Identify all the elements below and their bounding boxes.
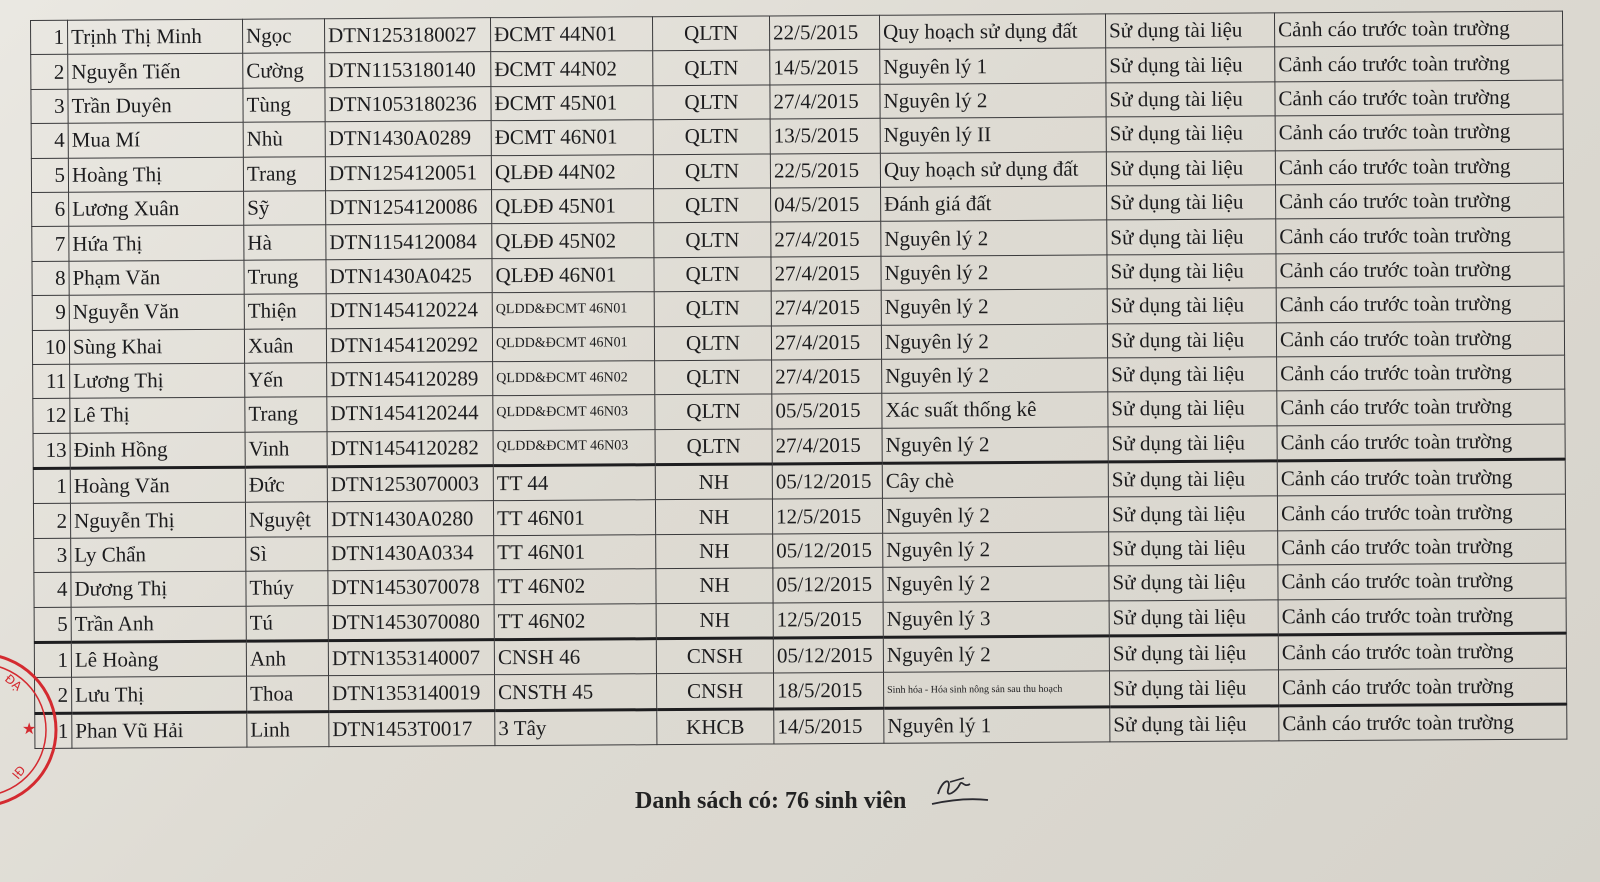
subject: Nguyên lý 2 — [882, 497, 1108, 533]
penalty: Cảnh cáo trước toàn trường — [1278, 633, 1566, 670]
penalty: Cảnh cáo trước toàn trường — [1275, 46, 1563, 82]
exam-date: 22/5/2015 — [770, 153, 880, 188]
penalty: Cảnh cáo trước toàn trường — [1277, 459, 1565, 496]
student-given-name: Anh — [246, 641, 328, 677]
class-code: ĐCMT 45N01 — [491, 85, 653, 120]
student-surname: Lưu Thị — [72, 677, 247, 713]
row-number: 4 — [34, 573, 71, 608]
penalty: Cảnh cáo trước toàn trường — [1276, 183, 1564, 219]
class-code: QLDD&ĐCMT 46N03 — [493, 429, 655, 465]
exam-date: 05/5/2015 — [772, 394, 882, 429]
exam-date: 05/12/2015 — [773, 637, 883, 673]
violation: Sử dụng tài liệu — [1106, 116, 1275, 151]
student-id: DTN1430A0289 — [325, 121, 491, 156]
student-id: DTN1153180140 — [325, 52, 491, 87]
row-number: 2 — [33, 504, 70, 539]
student-id: DTN1053180236 — [325, 86, 491, 121]
class-code: QLĐĐ 45N01 — [492, 189, 654, 224]
department: QLTN — [655, 360, 772, 395]
row-number: 1 — [31, 20, 68, 55]
student-given-name: Ngọc — [242, 19, 324, 54]
student-surname: Lê Thị — [70, 397, 245, 432]
subject: Nguyên lý II — [880, 117, 1106, 153]
exam-date: 12/5/2015 — [772, 499, 882, 534]
student-id: DTN1453070080 — [328, 604, 494, 640]
violation: Sử dụng tài liệu — [1105, 13, 1274, 48]
subject: Nguyên lý 2 — [881, 323, 1107, 359]
subject: Nguyên lý 2 — [881, 220, 1107, 256]
department: QLTN — [653, 119, 770, 154]
violation: Sử dụng tài liệu — [1109, 600, 1278, 636]
row-number: 3 — [34, 538, 71, 573]
row-number: 10 — [32, 330, 69, 365]
violation: Sử dụng tài liệu — [1107, 322, 1276, 357]
exam-date: 27/4/2015 — [772, 359, 882, 394]
student-given-name: Trang — [245, 397, 327, 432]
handwritten-initials — [930, 770, 990, 812]
subject: Xác suất thống kê — [882, 392, 1108, 428]
subject: Nguyên lý 2 — [883, 532, 1109, 568]
violation: Sử dụng tài liệu — [1109, 635, 1278, 671]
exam-date: 27/4/2015 — [771, 222, 881, 257]
violation: Sử dụng tài liệu — [1108, 461, 1277, 497]
penalty: Cảnh cáo trước toàn trường — [1277, 389, 1565, 425]
department: QLTN — [653, 50, 770, 85]
class-code: QLDD&ĐCMT 46N03 — [493, 395, 655, 430]
student-given-name: Trung — [244, 259, 326, 294]
student-id: DTN1453070078 — [328, 570, 494, 605]
student-surname: Phạm Văn — [69, 260, 244, 295]
student-surname: Nguyễn Văn — [69, 294, 244, 329]
violation: Sử dụng tài liệu — [1108, 391, 1277, 426]
student-given-name: Xuân — [244, 328, 326, 363]
exam-date: 05/12/2015 — [772, 463, 882, 499]
student-surname: Lương Thị — [70, 363, 245, 398]
class-code: CNSH 46 — [494, 639, 656, 675]
row-number: 5 — [31, 158, 68, 193]
svg-text:★: ★ — [22, 719, 37, 738]
penalty: Cảnh cáo trước toàn trường — [1277, 355, 1565, 391]
exam-date: 27/4/2015 — [772, 428, 882, 464]
class-code: QLDD&ĐCMT 46N01 — [492, 292, 654, 327]
subject: Nguyên lý 1 — [884, 707, 1110, 744]
student-surname: Nguyễn Thị — [70, 503, 245, 538]
student-id: DTN1454120224 — [326, 293, 492, 328]
student-given-name: Vinh — [245, 431, 327, 467]
student-id: DTN1353140019 — [329, 675, 495, 711]
penalty: Cảnh cáo trước toàn trường — [1276, 252, 1564, 288]
class-code: ĐCMT 44N02 — [491, 51, 653, 86]
student-id: DTN1430A0334 — [328, 536, 494, 571]
student-id: DTN1253070003 — [327, 466, 493, 502]
department: NH — [656, 603, 773, 639]
penalty: Cảnh cáo trước toàn trường — [1277, 495, 1565, 531]
subject: Sinh hóa - Hóa sinh nông sản sau thu hoạch — [884, 671, 1110, 708]
row-number: 7 — [32, 227, 69, 262]
student-id: DTN1254120051 — [325, 155, 491, 190]
penalty: Cảnh cáo trước toàn trường — [1275, 114, 1563, 150]
subject: Quy hoạch sử dụng đất — [880, 151, 1106, 187]
subject: Quy hoạch sử dụng đất — [879, 14, 1105, 50]
class-code: ĐCMT 46N01 — [491, 120, 653, 155]
student-surname: Hoàng Văn — [70, 467, 245, 503]
subject: Nguyên lý 3 — [883, 601, 1109, 638]
student-id: DTN1254120086 — [326, 190, 492, 225]
subject: Nguyên lý 1 — [880, 48, 1106, 84]
class-code: TT 46N02 — [494, 603, 656, 639]
row-number: 4 — [31, 123, 68, 158]
row-number: 8 — [32, 261, 69, 296]
student-id: DTN1353140007 — [328, 640, 494, 676]
penalty: Cảnh cáo trước toàn trường — [1276, 286, 1564, 322]
svg-text:IĐ: IĐ — [9, 763, 29, 782]
department: QLTN — [654, 325, 771, 360]
student-given-name: Hà — [244, 225, 326, 260]
table-body — [31, 11, 1567, 749]
department: QLTN — [654, 291, 771, 326]
student-given-name: Nhù — [243, 122, 325, 157]
penalty: Cảnh cáo trước toàn trường — [1275, 80, 1563, 116]
student-id: DTN1454120292 — [326, 327, 492, 362]
department: QLTN — [654, 257, 771, 292]
student-given-name: Sỹ — [244, 191, 326, 226]
penalty: Cảnh cáo trước toàn trường — [1279, 704, 1567, 741]
class-code: QLDD&ĐCMT 46N01 — [492, 326, 654, 361]
subject: Đánh giá đất — [881, 186, 1107, 222]
official-stamp — [0, 640, 60, 820]
subject: Nguyên lý 2 — [881, 289, 1107, 325]
penalty: Cảnh cáo trước toàn trường — [1277, 424, 1565, 461]
row-number: 13 — [33, 433, 70, 469]
exam-date: 04/5/2015 — [771, 187, 881, 222]
row-number: 9 — [32, 295, 69, 330]
student-id: DTN1454120289 — [327, 362, 493, 397]
student-surname: Sùng Khai — [69, 329, 244, 364]
violation: Sử dụng tài liệu — [1108, 426, 1277, 462]
student-given-name: Thoa — [247, 676, 329, 712]
exam-date: 13/5/2015 — [770, 118, 880, 153]
student-surname: Trần Anh — [71, 606, 246, 642]
student-surname: Hứa Thị — [69, 226, 244, 261]
row-number: 6 — [32, 192, 69, 227]
exam-date: 27/4/2015 — [771, 325, 881, 360]
student-given-name: Trang — [243, 156, 325, 191]
student-surname: Phan Vũ Hải — [72, 712, 247, 748]
row-number: 2 — [31, 55, 68, 90]
penalty: Cảnh cáo trước toàn trường — [1278, 669, 1566, 706]
exam-date: 05/12/2015 — [773, 568, 883, 603]
exam-date: 05/12/2015 — [773, 533, 883, 568]
student-violation-table — [30, 11, 1567, 750]
subject: Nguyên lý 2 — [883, 566, 1109, 602]
row-number: 2 — [35, 678, 72, 714]
department: NH — [655, 499, 772, 534]
department: QLTN — [654, 188, 771, 223]
row-number: 12 — [33, 399, 70, 434]
row-number: 1 — [35, 713, 72, 749]
class-code: QLDD&ĐCMT 46N02 — [493, 361, 655, 396]
student-given-name: Yến — [245, 363, 327, 398]
subject: Nguyên lý 2 — [882, 358, 1108, 394]
department: CNSH — [656, 638, 773, 674]
department: QLTN — [655, 429, 772, 465]
svg-text:ĐẠ: ĐẠ — [2, 671, 25, 694]
student-surname: Nguyễn Tiến — [68, 54, 243, 89]
violation: Sử dụng tài liệu — [1109, 670, 1278, 706]
department: QLTN — [655, 394, 772, 429]
violation: Sử dụng tài liệu — [1109, 565, 1278, 600]
penalty: Cảnh cáo trước toàn trường — [1276, 217, 1564, 253]
penalty: Cảnh cáo trước toàn trường — [1278, 563, 1566, 599]
exam-date: 27/4/2015 — [770, 84, 880, 119]
student-id: DTN1453T0017 — [329, 710, 495, 746]
row-number: 11 — [33, 364, 70, 399]
violation: Sử dụng tài liệu — [1108, 357, 1277, 392]
exam-date: 18/5/2015 — [774, 673, 884, 709]
penalty: Cảnh cáo trước toàn trường — [1278, 598, 1566, 635]
student-id: DTN1430A0280 — [327, 501, 493, 536]
subject: Cây chè — [882, 462, 1108, 499]
exam-date: 27/4/2015 — [771, 290, 881, 325]
violation: Sử dụng tài liệu — [1107, 254, 1276, 289]
student-given-name: Thiện — [244, 294, 326, 329]
class-code: TT 46N01 — [494, 535, 656, 570]
student-given-name: Sì — [246, 537, 328, 572]
class-code: TT 44 — [493, 465, 655, 501]
department: KHCB — [657, 709, 774, 745]
row-number: 3 — [31, 89, 68, 124]
student-surname: Đinh Hồng — [70, 432, 245, 468]
student-surname: Dương Thị — [71, 571, 246, 606]
student-surname: Trần Duyên — [68, 88, 243, 123]
student-surname: Ly Chẩn — [71, 537, 246, 572]
student-given-name: Đức — [245, 467, 327, 503]
violation: Sử dụng tài liệu — [1109, 531, 1278, 566]
department: NH — [656, 568, 773, 603]
class-code: 3 Tây — [495, 709, 657, 745]
student-id: DTN1454120244 — [327, 396, 493, 431]
violation: Sử dụng tài liệu — [1106, 47, 1275, 82]
subject: Nguyên lý 2 — [882, 427, 1108, 464]
row-number: 5 — [34, 607, 71, 643]
exam-date: 12/5/2015 — [773, 602, 883, 638]
subject: Nguyên lý 2 — [881, 255, 1107, 291]
row-number: 1 — [33, 468, 70, 504]
department: CNSH — [657, 673, 774, 709]
student-surname: Hoàng Thị — [68, 157, 243, 192]
penalty: Cảnh cáo trước toàn trường — [1274, 11, 1562, 47]
row-number: 1 — [34, 642, 71, 678]
student-surname: Lê Hoàng — [71, 641, 246, 677]
class-code: CNSTH 45 — [495, 674, 657, 710]
violation: Sử dụng tài liệu — [1106, 150, 1275, 185]
student-surname: Trịnh Thị Minh — [68, 19, 243, 54]
penalty: Cảnh cáo trước toàn trường — [1275, 149, 1563, 185]
violation: Sử dụng tài liệu — [1107, 288, 1276, 323]
penalty: Cảnh cáo trước toàn trường — [1276, 321, 1564, 357]
class-code: ĐCMT 44N01 — [490, 17, 652, 52]
student-id: DTN1454120282 — [327, 430, 493, 466]
department: QLTN — [654, 222, 771, 257]
exam-date: 27/4/2015 — [771, 256, 881, 291]
department: QLTN — [652, 16, 769, 51]
exam-date: 14/5/2015 — [774, 708, 884, 744]
violation: Sử dụng tài liệu — [1107, 219, 1276, 254]
student-given-name: Cường — [243, 53, 325, 88]
violation: Sử dụng tài liệu — [1108, 496, 1277, 531]
violation: Sử dụng tài liệu — [1106, 82, 1275, 117]
subject: Nguyên lý 2 — [883, 636, 1109, 673]
student-id: DTN1430A0425 — [326, 258, 492, 293]
student-id: DTN1154120084 — [326, 224, 492, 259]
student-given-name: Thúy — [246, 571, 328, 606]
violation: Sử dụng tài liệu — [1110, 706, 1279, 742]
subject: Nguyên lý 2 — [880, 83, 1106, 119]
student-given-name: Linh — [247, 712, 329, 748]
class-code: TT 46N02 — [494, 569, 656, 604]
student-id: DTN1253180027 — [324, 18, 490, 53]
penalty: Cảnh cáo trước toàn trường — [1278, 529, 1566, 565]
student-given-name: Tú — [246, 605, 328, 641]
list-summary: Danh sách có: 76 sinh viên — [635, 788, 907, 814]
department: NH — [656, 534, 773, 569]
department: NH — [655, 464, 772, 500]
violation: Sử dụng tài liệu — [1107, 185, 1276, 220]
class-code: QLĐĐ 45N02 — [492, 223, 654, 258]
department: QLTN — [653, 85, 770, 120]
exam-date: 14/5/2015 — [770, 50, 880, 85]
class-code: TT 46N01 — [493, 500, 655, 535]
student-given-name: Tùng — [243, 87, 325, 122]
department: QLTN — [653, 154, 770, 189]
student-given-name: Nguyệt — [245, 502, 327, 537]
class-code: QLĐĐ 44N02 — [491, 154, 653, 189]
class-code: QLĐĐ 46N01 — [492, 257, 654, 292]
student-surname: Lương Xuân — [69, 191, 244, 226]
student-surname: Mua Mí — [68, 122, 243, 157]
exam-date: 22/5/2015 — [769, 15, 879, 50]
